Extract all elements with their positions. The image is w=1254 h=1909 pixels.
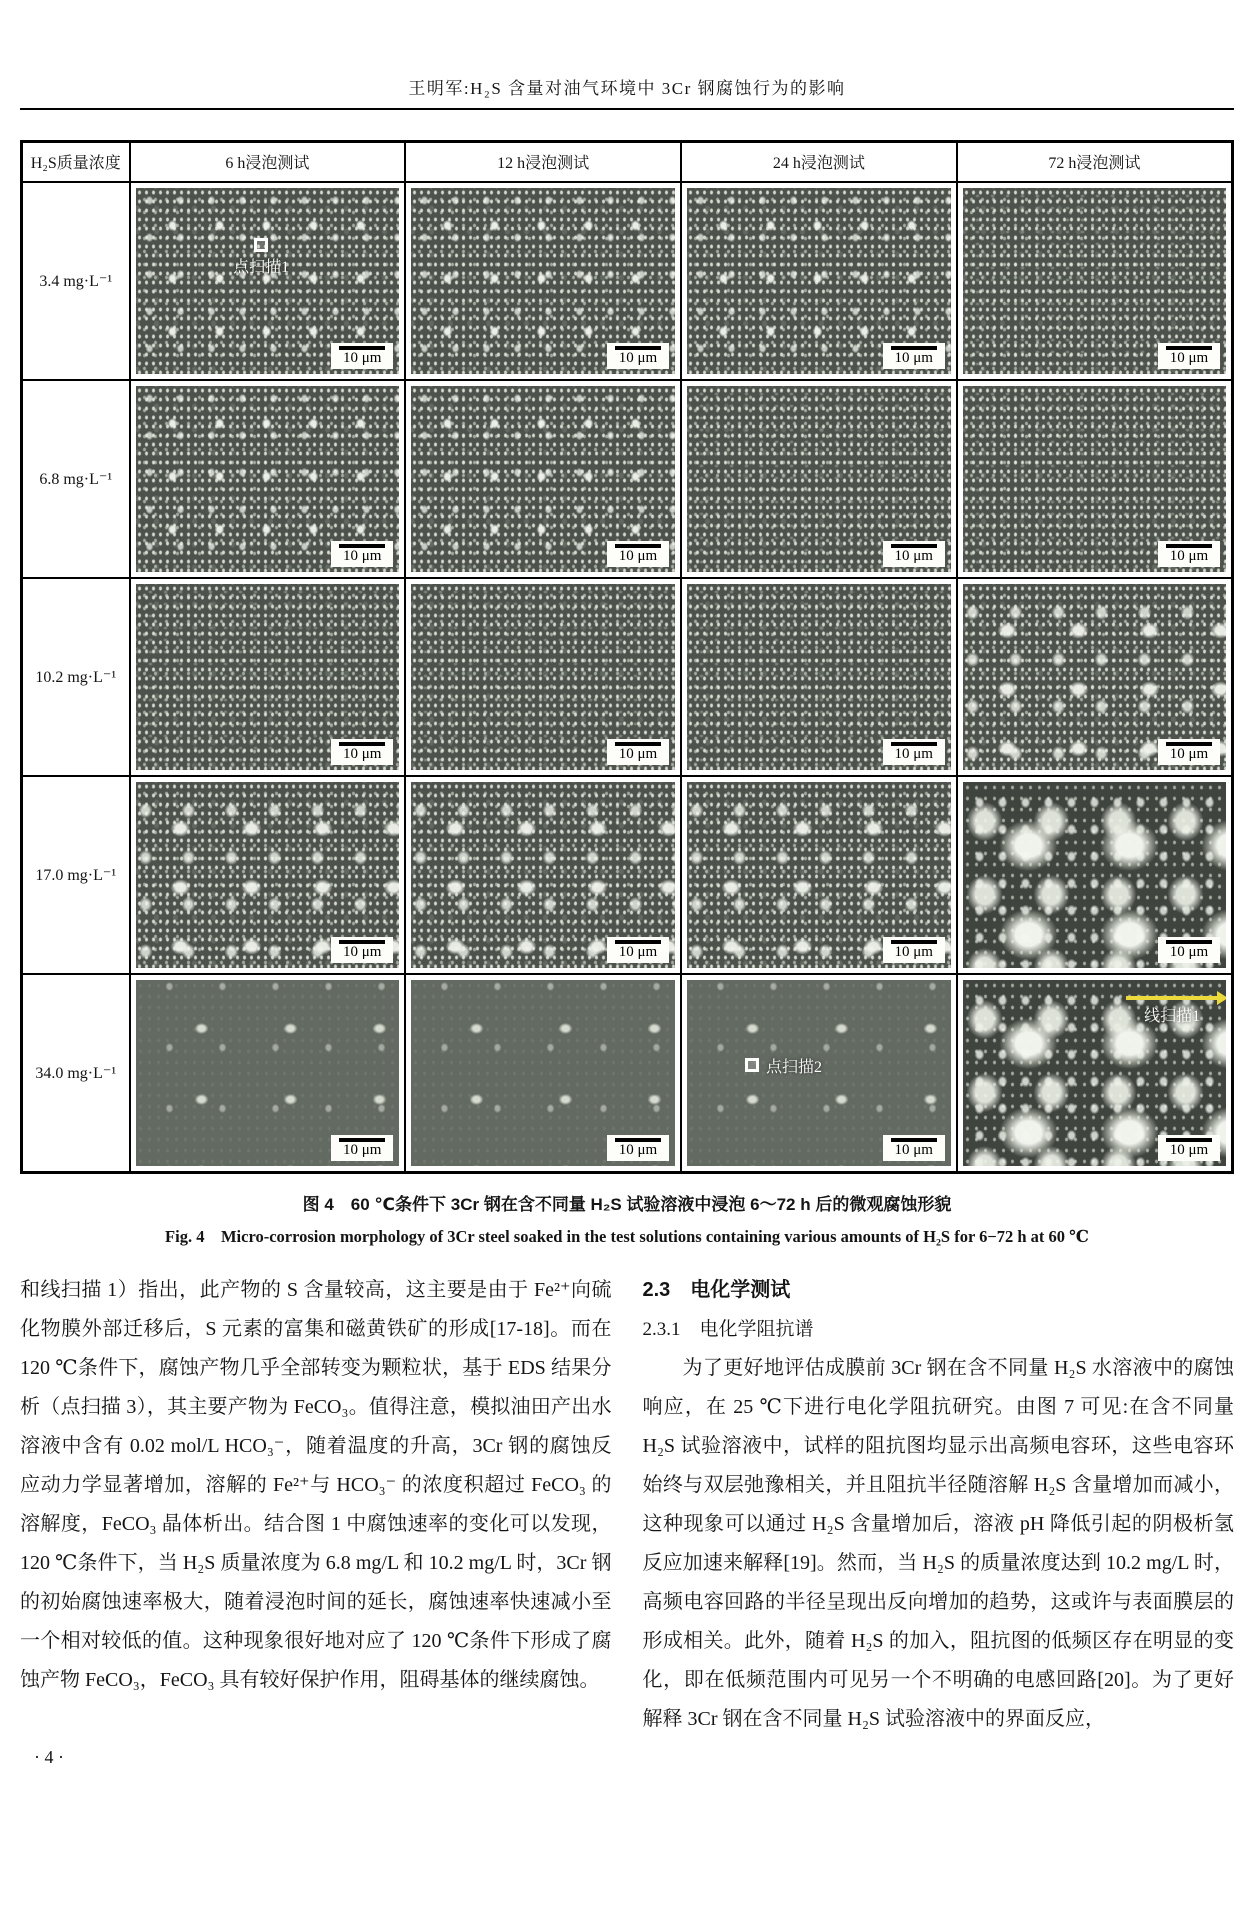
table-row-10.2	[22, 578, 1233, 776]
scale-label: 10 μm	[343, 944, 382, 961]
sem-cell-r2c4	[957, 380, 1233, 578]
sem-image	[687, 386, 951, 572]
sem-image	[687, 782, 951, 968]
scale-label: 10 μm	[1169, 746, 1209, 763]
sem-image	[136, 188, 400, 374]
table-row-3.4	[22, 182, 1233, 380]
sem-image	[411, 386, 675, 572]
figure-table	[20, 140, 1234, 1174]
scale-label: 10 μm	[1169, 548, 1209, 565]
scale-label: 10 μm	[618, 1142, 658, 1159]
scale-bar	[331, 343, 393, 368]
sem-cell-r5c4	[957, 974, 1233, 1173]
sem-cell-r2c1	[130, 380, 406, 578]
sem-cell-r5c2	[405, 974, 681, 1173]
scale-bar	[883, 739, 945, 764]
scale-bar	[883, 541, 945, 566]
sem-cell-r4c4	[957, 776, 1233, 974]
sem-cell-r1c3	[681, 182, 957, 380]
scale-bar	[331, 937, 393, 962]
sem-cell-r1c1	[130, 182, 406, 380]
sem-image	[963, 782, 1226, 968]
line-scan-arrow-icon	[1126, 996, 1218, 1000]
scale-bar	[1158, 739, 1220, 764]
left-column	[20, 1271, 612, 1739]
sem-cell-r3c2	[405, 578, 681, 776]
running-header: 王明军:H₂S 含量对油气环境中 3Cr 钢腐蚀行为的影响	[408, 79, 846, 98]
sem-cell-r2c3	[681, 380, 957, 578]
sem-image	[963, 386, 1226, 572]
sem-cell-r5c1	[130, 974, 406, 1173]
scale-label: 10 μm	[343, 548, 382, 565]
sem-image	[136, 782, 400, 968]
sem-cell-r4c3	[681, 776, 957, 974]
sem-image	[411, 782, 675, 968]
page-number: · 4 ·	[34, 1746, 64, 1767]
sem-image	[136, 584, 400, 770]
col-header-72h: 72 h浸泡测试	[957, 142, 1233, 182]
sem-cell-r3c3	[681, 578, 957, 776]
scale-label: 10 μm	[618, 548, 658, 565]
row-label: 3.4 mg·L⁻¹	[22, 182, 130, 380]
sem-cell-r1c4	[957, 182, 1233, 380]
point-scan-2-marker	[745, 1054, 822, 1077]
header-rule	[20, 108, 1234, 110]
sem-image	[687, 980, 951, 1166]
scale-label: 10 μm	[894, 944, 933, 961]
sem-image	[411, 980, 675, 1166]
col-header-6h: 6 h浸泡测试	[130, 142, 406, 182]
sem-image	[963, 980, 1226, 1166]
section-heading: 2.3 电化学测试	[642, 1278, 791, 1301]
sem-image	[411, 584, 675, 770]
sem-image	[411, 188, 675, 374]
sem-image	[687, 188, 951, 374]
right-column	[643, 1271, 1235, 1739]
col-header-12h: 12 h浸泡测试	[405, 142, 681, 182]
table-header-row	[22, 142, 1233, 182]
scale-bar	[1158, 1135, 1220, 1160]
scale-label: 10 μm	[894, 548, 933, 565]
scale-bar	[1158, 541, 1220, 566]
sem-image	[687, 584, 951, 770]
scale-bar	[607, 739, 669, 764]
body-columns	[20, 1271, 1234, 1739]
scale-bar	[331, 1135, 393, 1160]
col-header-24h: 24 h浸泡测试	[681, 142, 957, 182]
scale-label: 10 μm	[618, 944, 658, 961]
line-scan-1-marker	[1126, 996, 1218, 1026]
scale-bar	[1158, 937, 1220, 962]
scale-bar	[331, 541, 393, 566]
row-label: 17.0 mg·L⁻¹	[22, 776, 130, 974]
scale-label: 10 μm	[894, 1142, 933, 1159]
scan-area-square-icon	[254, 238, 268, 252]
col-header-concentration: H₂S质量浓度	[22, 142, 130, 182]
scale-label: 10 μm	[1169, 944, 1209, 961]
table-row-6.8	[22, 380, 1233, 578]
right-paragraph: 为了更好地评估成膜前 3Cr 钢在含不同量 H₂S 水溶液中的腐蚀响应，在 25 ℃下进行电化学阻抗研究。由图 7 可见:在含不同量 H₂S 试验溶液中，试样的阻抗图均显示出高频电容环，这些电容环始终与双层弛豫相关，并且阻抗半径随溶解 H₂S 含量增加而减小，这种现象可以通过 H₂S 含量增加后，溶液 pH 降低引起的阴极析氢反应加速来解释[19]。然而，当 H₂S 的质量浓度达到 10.2 mg/L 时，高频电容回路的半径呈现出反向增加的趋势，这或许与表面膜层的形成相关。此外，随着 H₂S 的加入，阻抗图的低频区存在明显的变化，即在低频范围内可见另一个不明确的电感回路[20]。为了更好解释 3Cr 钢在含不同量 H₂S 试验溶液中的界面反应，	[642, 1356, 1234, 1730]
sem-image	[136, 386, 400, 572]
subsection-heading: 2.3.1 电化学阻抗谱	[642, 1318, 814, 1340]
scale-label: 10 μm	[1169, 350, 1209, 367]
scale-label: 10 μm	[1169, 1142, 1209, 1159]
row-label: 10.2 mg·L⁻¹	[22, 578, 130, 776]
scale-label: 10 μm	[618, 350, 658, 367]
scale-bar	[607, 541, 669, 566]
sem-image	[963, 188, 1226, 374]
scale-bar	[883, 343, 945, 368]
row-label: 34.0 mg·L⁻¹	[22, 974, 130, 1173]
sem-image	[136, 980, 400, 1166]
scale-bar	[607, 1135, 669, 1160]
scale-bar	[331, 739, 393, 764]
scale-bar	[1158, 343, 1220, 368]
sem-cell-r5c3	[681, 974, 957, 1173]
scale-label: 10 μm	[894, 746, 933, 763]
line-scan-1-label: 线扫描1	[1144, 1008, 1201, 1026]
table-row-17.0	[22, 776, 1233, 974]
scale-label: 10 μm	[343, 746, 382, 763]
row-label: 6.8 mg·L⁻¹	[22, 380, 130, 578]
point-scan-1-label: 点扫描1	[233, 258, 290, 276]
sem-cell-r3c1	[130, 578, 406, 776]
scale-label: 10 μm	[343, 350, 382, 367]
sem-cell-r3c4	[957, 578, 1233, 776]
figure-caption-zh: 图 4 60 ℃条件下 3Cr 钢在含不同量 H₂S 试验溶液中浸泡 6～72 h 后的微观腐蚀形貌	[302, 1194, 952, 1214]
point-scan-1-marker	[233, 238, 289, 277]
sem-cell-r2c2	[405, 380, 681, 578]
scale-label: 10 μm	[894, 350, 933, 367]
figure-caption-en: Fig. 4 Micro-corrosion morphology of 3Cr steel soaked in the test solutions containing various amounts of H₂S for 6−72 h at 60 ℃	[165, 1226, 1089, 1246]
scale-label: 10 μm	[343, 1142, 382, 1159]
sem-cell-r4c2	[405, 776, 681, 974]
scan-area-square-icon	[745, 1058, 759, 1072]
scale-bar	[607, 937, 669, 962]
scale-label: 10 μm	[618, 746, 658, 763]
sem-cell-r1c2	[405, 182, 681, 380]
sem-cell-r4c1	[130, 776, 406, 974]
sem-image	[963, 584, 1226, 770]
left-paragraph: 和线扫描 1）指出，此产物的 S 含量较高，这主要是由于 Fe²⁺向硫化物膜外部迁移后，S 元素的富集和磁黄铁矿的形成[17-18]。而在 120 ℃条件下，腐蚀产物几乎全部转变为颗粒状，基于 EDS 结果分析（点扫描 3），其主要产物为 FeCO₃。值得注意，模拟油田产出水溶液中含有 0.02 mol/L HCO₃⁻，随着温度的升高，3Cr 钢的腐蚀反应动力学显著增加，溶解的 Fe²⁺与 HCO₃⁻ 的浓度积超过 FeCO₃ 的溶解度，FeCO₃ 晶体析出。结合图 1 中腐蚀速率的变化可以发现，120 ℃条件下，当 H₂S 质量浓度为 6.8 mg/L 和 10.2 mg/L 时，3Cr 钢的初始腐蚀速率极大，随着浸泡时间的延长，腐蚀速率快速减小至一个相对较低的值。这种现象很好地对应了 120 ℃条件下形成了腐蚀产物 FeCO₃，FeCO₃ 具有较好保护作用，阻碍基体的继续腐蚀。	[20, 1278, 612, 1691]
point-scan-2-label: 点扫描2	[766, 1058, 823, 1076]
scale-bar	[883, 1135, 945, 1160]
scale-bar	[607, 343, 669, 368]
scale-bar	[883, 937, 945, 962]
table-row-34.0	[22, 974, 1233, 1173]
